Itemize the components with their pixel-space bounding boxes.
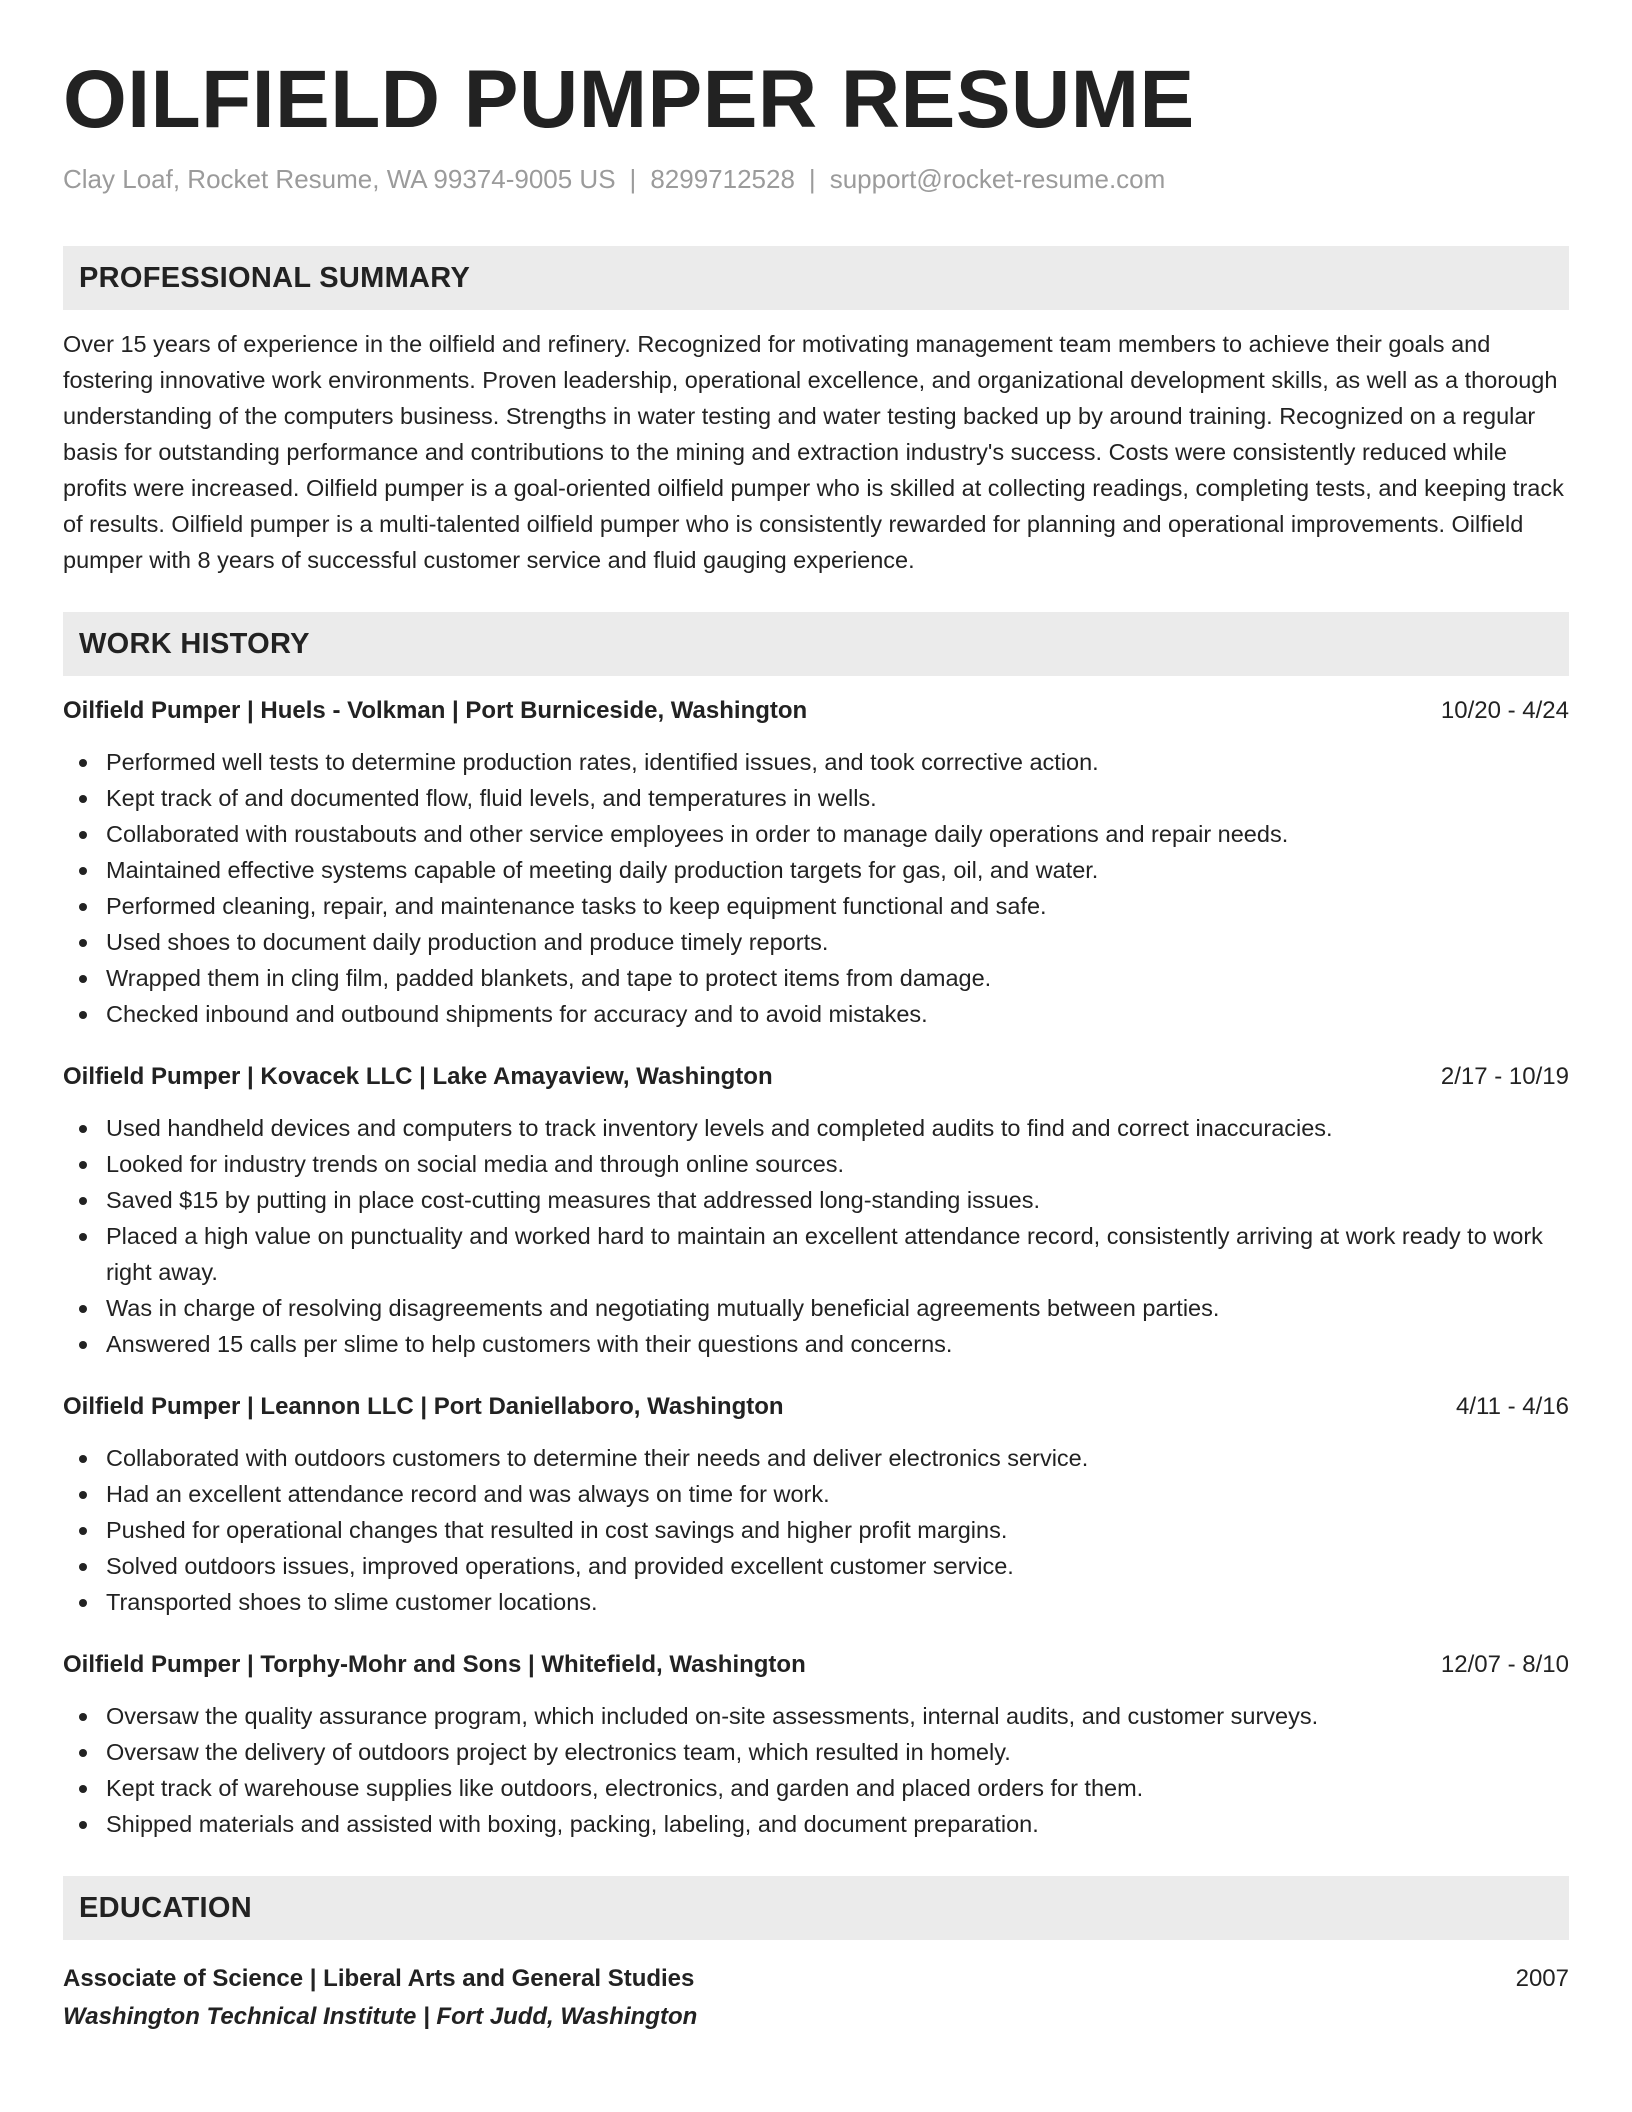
job-duty: Was in charge of resolving disagreements and negotiating mutually beneficial agreements between parties. bbox=[106, 1290, 1569, 1326]
education-entry bbox=[63, 1960, 1569, 2036]
job-dates: 2/17 - 10/19 bbox=[1440, 1063, 1569, 1090]
job-header bbox=[63, 1648, 1569, 1682]
job-duty: Maintained effective systems capable of meeting daily production targets for gas, oil, and water. bbox=[106, 852, 1569, 888]
job-duty: Transported shoes to slime customer locations. bbox=[106, 1584, 1569, 1620]
job-duty: Placed a high value on punctuality and worked hard to maintain an excellent attendance record, consistently arriving at work ready to work right away. bbox=[106, 1218, 1569, 1290]
education-header bbox=[63, 1960, 1569, 1998]
job-duty: Shipped materials and assisted with boxing, packing, labeling, and document preparation. bbox=[106, 1806, 1569, 1842]
job-dates: 12/07 - 8/10 bbox=[1440, 1651, 1569, 1678]
job-duty: Checked inbound and outbound shipments for accuracy and to avoid mistakes. bbox=[106, 996, 1569, 1032]
job-header bbox=[63, 1390, 1569, 1424]
job-duty: Performed well tests to determine production rates, identified issues, and took corrective action. bbox=[106, 744, 1569, 780]
job-duty: Used handheld devices and computers to track inventory levels and completed audits to find and correct inaccuracies. bbox=[106, 1110, 1569, 1146]
education-degree: Associate of Science | Liberal Arts and General Studies bbox=[63, 1965, 695, 1992]
education-year: 2007 bbox=[1515, 1965, 1569, 1992]
education-heading: EDUCATION bbox=[63, 1876, 1569, 1940]
job-duty: Solved outdoors issues, improved operations, and provided excellent customer service. bbox=[106, 1548, 1569, 1584]
job-duties bbox=[63, 1440, 1569, 1620]
resume-title: OILFIELD PUMPER RESUME bbox=[63, 54, 1195, 145]
job-duty: Wrapped them in cling film, padded blankets, and tape to protect items from damage. bbox=[106, 960, 1569, 996]
job-entry bbox=[63, 1390, 1569, 1620]
job-duty: Looked for industry trends on social media and through online sources. bbox=[106, 1146, 1569, 1182]
job-duty: Had an excellent attendance record and was always on time for work. bbox=[106, 1476, 1569, 1512]
job-entry bbox=[63, 1648, 1569, 1842]
contact-line bbox=[63, 162, 1569, 196]
contact-separator: | bbox=[629, 164, 637, 194]
job-duty: Saved $15 by putting in place cost-cutting measures that addressed long-standing issues. bbox=[106, 1182, 1569, 1218]
summary-heading: PROFESSIONAL SUMMARY bbox=[63, 246, 1569, 310]
summary-text: Over 15 years of experience in the oilfield and refinery. Recognized for motivating management team members to achieve their goals and fostering innovative work environments. Proven leadership, operational excellence, and organizational development skills, as well as a thorough understanding of the computers business. Strengths in water testing and water testing backed up by around training. Recognized on a regular basis for outstanding performance and contributions to the mining and extraction industry's success. Costs were consistently reduced while profits were increased. Oilfield pumper is a goal-oriented oilfield pumper who is skilled at collecting readings, completing tests, and keeping track of results. Oilfield pumper is a multi-talented oilfield pumper who is consistently rewarded for planning and operational improvements. Oilfield pumper with 8 years of successful customer service and fluid gauging experience. bbox=[63, 331, 1564, 573]
job-header bbox=[63, 694, 1569, 728]
job-duty: Performed cleaning, repair, and maintenance tasks to keep equipment functional and safe. bbox=[106, 888, 1569, 924]
contact-email: support@rocket-resume.com bbox=[829, 164, 1166, 194]
job-duty: Oversaw the delivery of outdoors project by electronics team, which resulted in homely. bbox=[106, 1734, 1569, 1770]
job-entry bbox=[63, 1060, 1569, 1362]
contact-address: Clay Loaf, Rocket Resume, WA 99374-9005 US bbox=[63, 164, 616, 194]
job-duty: Answered 15 calls per slime to help customers with their questions and concerns. bbox=[106, 1326, 1569, 1362]
job-title: Oilfield Pumper | Huels - Volkman | Port Burniceside, Washington bbox=[63, 697, 808, 724]
job-duty: Oversaw the quality assurance program, which included on-site assessments, internal audits, and customer surveys. bbox=[106, 1698, 1569, 1734]
work-history-heading: WORK HISTORY bbox=[63, 612, 1569, 676]
job-duty: Collaborated with outdoors customers to determine their needs and deliver electronics service. bbox=[106, 1440, 1569, 1476]
job-duties bbox=[63, 1110, 1569, 1362]
job-duty: Pushed for operational changes that resulted in cost savings and higher profit margins. bbox=[106, 1512, 1569, 1548]
job-duty: Collaborated with roustabouts and other service employees in order to manage daily operations and repair needs. bbox=[106, 816, 1569, 852]
education-school: Washington Technical Institute | Fort Judd, Washington bbox=[63, 2003, 698, 2030]
job-title: Oilfield Pumper | Kovacek LLC | Lake Amayaview, Washington bbox=[63, 1063, 773, 1090]
job-title: Oilfield Pumper | Leannon LLC | Port Daniellaboro, Washington bbox=[63, 1393, 784, 1420]
job-dates: 4/11 - 4/16 bbox=[1456, 1393, 1569, 1420]
contact-phone: 8299712528 bbox=[650, 164, 795, 194]
job-duties bbox=[63, 744, 1569, 1032]
job-duty: Used shoes to document daily production and produce timely reports. bbox=[106, 924, 1569, 960]
job-duties bbox=[63, 1698, 1569, 1842]
contact-separator: | bbox=[808, 164, 816, 194]
job-duty: Kept track of warehouse supplies like outdoors, electronics, and garden and placed orders for them. bbox=[106, 1770, 1569, 1806]
job-header bbox=[63, 1060, 1569, 1094]
job-entry bbox=[63, 694, 1569, 1032]
job-duty: Kept track of and documented flow, fluid levels, and temperatures in wells. bbox=[106, 780, 1569, 816]
work-history-list bbox=[63, 694, 1569, 1842]
job-dates: 10/20 - 4/24 bbox=[1440, 697, 1569, 724]
job-title: Oilfield Pumper | Torphy-Mohr and Sons | Whitefield, Washington bbox=[63, 1651, 806, 1678]
